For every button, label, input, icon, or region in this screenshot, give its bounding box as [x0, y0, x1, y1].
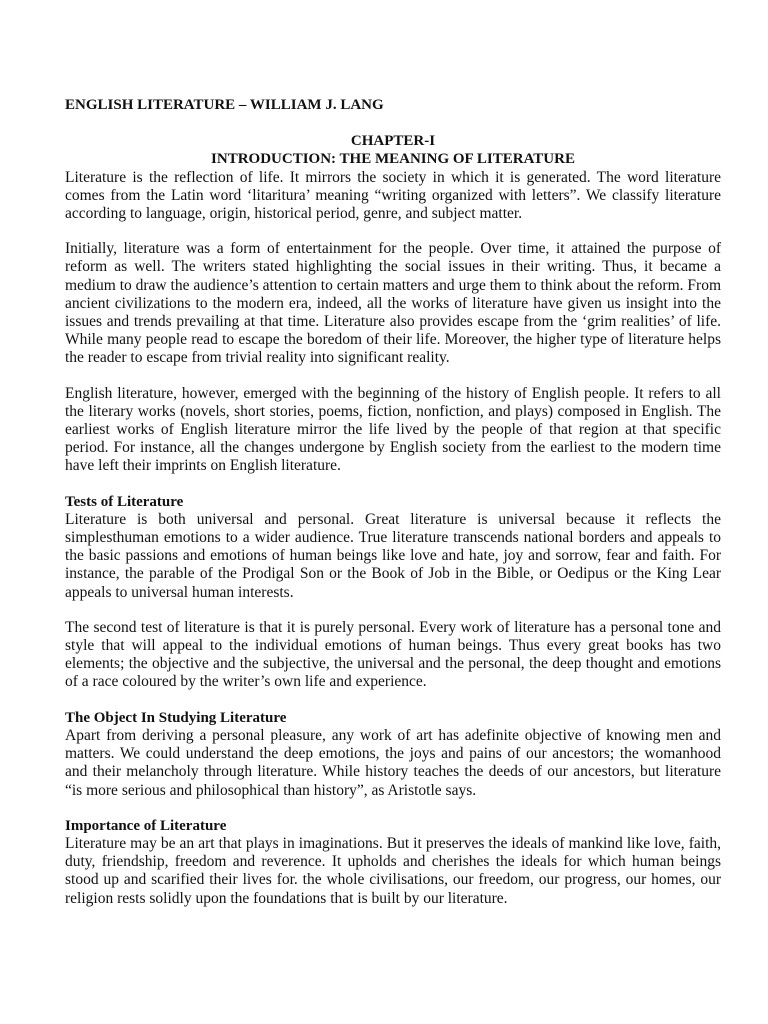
paragraph-intro-3: English literature, however, emerged with the beginning of the history of English people. It refers to all the literary works (novels, short stories, poems, fiction, nonfiction, and plays) composed in English. The earliest works of English literature mirror the life lived by the people of that region at that specific period. For instance, all the changes undergone by English society from the earliest to the modern time have left their imprints on English literature. [65, 384, 721, 475]
document-title: ENGLISH LITERATURE – WILLIAM J. LANG [65, 97, 384, 113]
chapter-number: CHAPTER-I [350, 133, 436, 150]
section-heading-importance: Importance of Literature [65, 817, 227, 834]
paragraph-intro-1: Literature is the reflection of life. It mirrors the society in which it is generated. The word literature comes from the Latin word ‘litaritura’ meaning “writing organized with letters”. We classify literature according to language, origin, historical period, genre, and subject matter. [65, 168, 721, 223]
section-heading-object: The Object In Studying Literature [65, 709, 287, 726]
section-heading-tests: Tests of Literature [65, 493, 184, 510]
paragraph-importance-1: Literature may be an art that plays in imaginations. But it preserves the ideals of mankind like love, faith, duty, friendship, freedom and reverence. It upholds and cherishes the ideals for which human beings stood up and scarified their lives for. the whole civilisations, our freedom, our progress, our homes, our religion rests solidly upon the foundations that is built by our literature. [65, 834, 721, 907]
paragraph-tests-2: The second test of literature is that it is purely personal. Every work of literature has a personal tone and style that will appeal to the individual emotions of human beings. Thus every great books has two elements; the objective and the subjective, the universal and the personal, the deep thought and emotions of a race coloured by the writer’s own life and experience. [65, 618, 721, 691]
paragraph-intro-2: Initially, literature was a form of entertainment for the people. Over time, it attained the purpose of reform as well. The writers stated highlighting the social issues in their writing. Thus, it became a medium to draw the audience’s attention to certain matters and urge them to think about the reform. From ancient civilizations to the modern era, indeed, all the works of literature have given us insight into the issues and trends prevailing at that time. Literature also provides escape from the ‘grim realities’ of life. While many people read to escape the boredom of their life. Moreover, the higher type of literature helps the reader to escape from trivial reality into significant reality. [65, 240, 721, 367]
chapter-title: INTRODUCTION: THE MEANING OF LITERATURE [211, 151, 575, 168]
paragraph-object-1: Apart from deriving a personal pleasure, any work of art has adefinite objective of knowing men and matters. We could understand the deep emotions, the joys and pains of our ancestors; the womanhood and their melancholy through literature. While history teaches the deeds of our ancestors, but literature “is more serious and philosophical than history”, as Aristotle says. [65, 726, 721, 799]
document-page [65, 96, 721, 908]
paragraph-tests-1: Literature is both universal and personal. Great literature is universal because it reflects the simplesthuman emotions to a wider audience. True literature transcends national borders and appeals to the basic passions and emotions of human beings like love and hate, joy and sorrow, fear and faith. For instance, the parable of the Prodigal Son or the Book of Job in the Bible, or Oedipus or the King Lear appeals to universal human interests. [65, 510, 721, 601]
